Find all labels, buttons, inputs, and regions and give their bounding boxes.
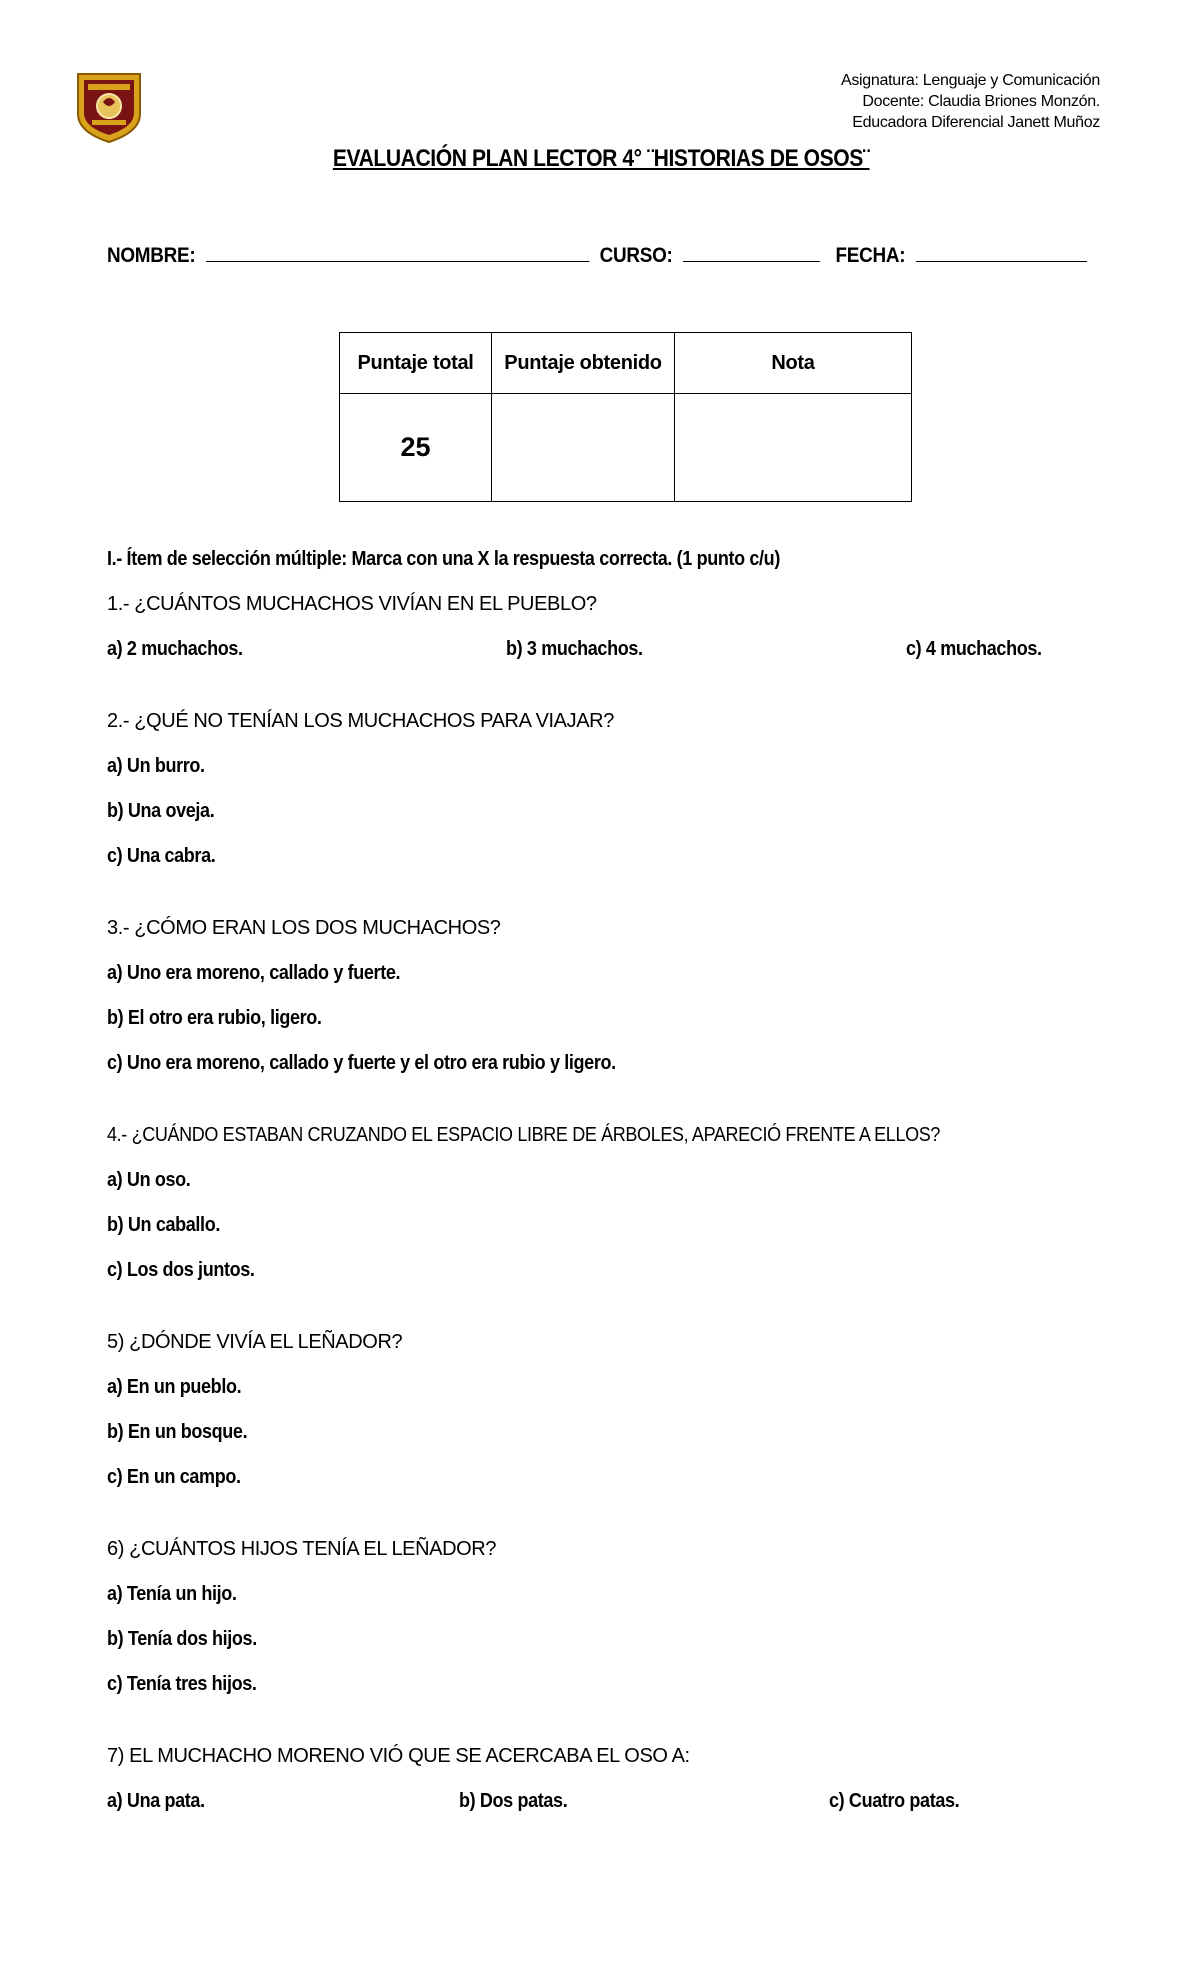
option-2c[interactable]: c) Una cabra. [107, 845, 216, 867]
question-7: 7) EL MUCHACHO MORENO VIÓ QUE SE ACERCABA EL OSO A: [107, 1745, 690, 1767]
option-5b[interactable]: b) En un bosque. [107, 1421, 248, 1443]
option-2b[interactable]: b) Una oveja. [107, 800, 215, 822]
question-5: 5) ¿DÓNDE VIVÍA EL LEÑADOR? [107, 1331, 403, 1353]
question-3: 3.- ¿CÓMO ERAN LOS DOS MUCHACHOS? [107, 917, 501, 939]
option-7b[interactable]: b) Dos patas. [459, 1790, 568, 1812]
instruction-text: I.- Ítem de selección múltiple: Marca con una X la respuesta correcta. (1 punto c/u) [107, 548, 780, 570]
name-field[interactable] [206, 243, 589, 262]
score-header-grade: Nota [675, 333, 912, 394]
option-1c[interactable]: c) 4 muchachos. [906, 638, 1042, 660]
course-field[interactable] [683, 243, 820, 262]
option-7c[interactable]: c) Cuatro patas. [829, 1790, 960, 1812]
option-6a[interactable]: a) Tenía un hijo. [107, 1583, 237, 1605]
educator-text: Educadora Diferencial Janett Muñoz [852, 114, 1100, 131]
header-meta [841, 70, 1100, 133]
date-field[interactable] [916, 243, 1087, 262]
school-crest-logo [74, 70, 144, 144]
option-1b[interactable]: b) 3 muchachos. [506, 638, 643, 660]
score-grade-cell[interactable] [675, 394, 912, 502]
option-3b[interactable]: b) El otro era rubio, ligero. [107, 1007, 322, 1029]
option-3a[interactable]: a) Uno era moreno, callado y fuerte. [107, 962, 401, 984]
option-3c[interactable]: c) Uno era moreno, callado y fuerte y el otro era rubio y ligero. [107, 1052, 616, 1074]
option-5c[interactable]: c) En un campo. [107, 1466, 241, 1488]
option-5a[interactable]: a) En un pueblo. [107, 1376, 242, 1398]
option-1a[interactable]: a) 2 muchachos. [107, 638, 243, 660]
question-6: 6) ¿CUÁNTOS HIJOS TENÍA EL LEÑADOR? [107, 1538, 497, 1560]
date-label: FECHA: [835, 244, 906, 267]
option-2a[interactable]: a) Un burro. [107, 755, 205, 777]
option-4a[interactable]: a) Un oso. [107, 1169, 191, 1191]
page-title: EVALUACIÓN PLAN LECTOR 4° ¨HISTORIAS DE OSOS¨ [332, 145, 870, 172]
option-4b[interactable]: b) Un caballo. [107, 1214, 220, 1236]
option-7a[interactable]: a) Una pata. [107, 1790, 205, 1812]
option-4c[interactable]: c) Los dos juntos. [107, 1259, 255, 1281]
score-header-total: Puntaje total [340, 333, 492, 394]
option-6c[interactable]: c) Tenía tres hijos. [107, 1673, 257, 1695]
name-label: NOMBRE: [107, 244, 196, 267]
student-info-line [107, 243, 1087, 268]
option-6b[interactable]: b) Tenía dos hijos. [107, 1628, 257, 1650]
question-4: 4.- ¿CUÁNDO ESTABAN CRUZANDO EL ESPACIO LIBRE DE ÁRBOLES, APARECIÓ FRENTE A ELLOS? [107, 1124, 941, 1146]
score-obtained-cell[interactable] [492, 394, 675, 502]
question-1: 1.- ¿CUÁNTOS MUCHACHOS VIVÍAN EN EL PUEBLO? [107, 593, 597, 615]
teacher-text: Docente: Claudia Briones Monzón. [862, 93, 1100, 110]
question-2: 2.- ¿QUÉ NO TENÍAN LOS MUCHACHOS PARA VIAJAR? [107, 710, 614, 732]
score-total-value: 25 [340, 394, 492, 502]
score-table [339, 332, 912, 502]
score-header-obtained: Puntaje obtenido [492, 333, 675, 394]
subject-text: Asignatura: Lenguaje y Comunicación [840, 72, 1100, 89]
course-label: CURSO: [599, 244, 673, 267]
